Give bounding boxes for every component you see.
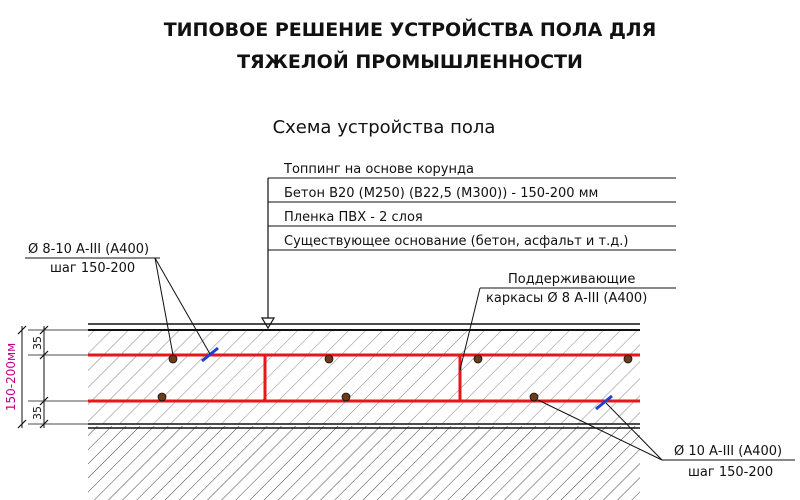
dimension-lines — [4, 326, 88, 428]
base-layer — [88, 426, 640, 500]
rebar-bar-section — [169, 355, 177, 363]
title-line-2: ТЯЖЕЛОЙ ПРОМЫШЛЕННОСТИ — [237, 51, 583, 73]
layer-label-concrete: Бетон В20 (М250) (В22,5 (М300)) - 150-200 мм — [284, 186, 599, 201]
rebar-bar-section — [530, 393, 538, 401]
layer-label-base: Существующее основание (бетон, асфальт и т.д.) — [284, 234, 629, 249]
rebar-bar-section — [342, 393, 350, 401]
callout-arrow — [262, 318, 274, 328]
subtitle: Схема устройства пола — [272, 117, 496, 138]
bottom-rebar-label: Ø 10 А-III (А400) — [674, 444, 783, 459]
dim-total-label: 150-200мм — [4, 342, 18, 412]
rebar-bar-section — [325, 355, 333, 363]
bottom-rebar-step: шаг 150-200 — [688, 465, 774, 480]
dim-top-label: 35 — [31, 336, 44, 350]
title-line-1: ТИПОВОЕ РЕШЕНИЕ УСТРОЙСТВА ПОЛА ДЛЯ — [163, 19, 657, 41]
layer-label-topping: Топпинг на основе корунда — [284, 162, 474, 177]
rebar-bar-section — [624, 355, 632, 363]
floor-slab — [88, 324, 640, 500]
top-rebar-step: шаг 150-200 — [50, 261, 136, 276]
rebar-bar-section — [474, 355, 482, 363]
rebar-bar-section — [158, 393, 166, 401]
frames-label-2: каркасы Ø 8 А-III (А400) — [486, 291, 648, 306]
layer-label-film: Пленка ПВХ - 2 слоя — [284, 210, 423, 225]
top-rebar-label: Ø 8-10 А-III (А400) — [28, 242, 150, 257]
dim-bottom-label: 35 — [31, 406, 44, 420]
frames-label-1: Поддерживающие — [508, 272, 636, 287]
